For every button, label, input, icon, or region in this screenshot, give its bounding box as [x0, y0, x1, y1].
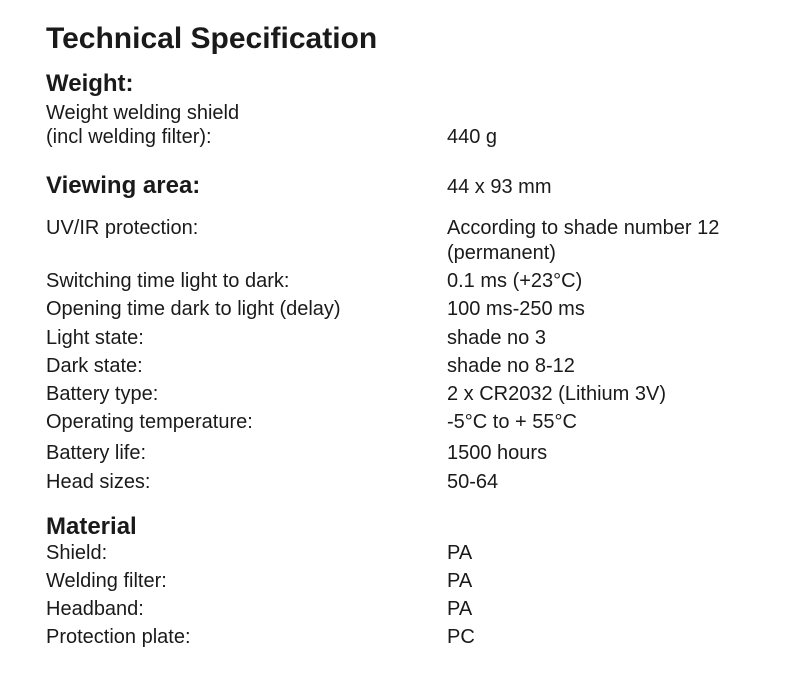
uv-ir-value-line2: (permanent)	[447, 242, 556, 264]
weight-label-line2: (incl welding filter):	[46, 126, 212, 148]
opening-time-label: Opening time dark to light (delay)	[46, 298, 341, 320]
uv-ir-label: UV/IR protection:	[46, 217, 199, 239]
welding-filter-value: PA	[447, 570, 473, 592]
protection-plate-value: PC	[447, 626, 475, 648]
battery-life-value: 1500 hours	[447, 442, 548, 464]
headband-value: PA	[447, 598, 473, 620]
weight-heading: Weight:	[46, 70, 134, 97]
head-sizes-value: 50-64	[447, 471, 499, 493]
dark-state-value: shade no 8-12	[447, 355, 575, 377]
switching-time-value: 0.1 ms (+23°C)	[447, 270, 583, 292]
head-sizes-label: Head sizes:	[46, 471, 151, 493]
uv-ir-value-line1: According to shade number 12	[447, 217, 720, 239]
shield-label: Shield:	[46, 542, 108, 564]
light-state-label: Light state:	[46, 327, 144, 349]
switching-time-label: Switching time light to dark:	[46, 270, 290, 292]
weight-label-line1: Weight welding shield	[46, 102, 240, 124]
headband-label: Headband:	[46, 598, 144, 620]
page-title: Technical Specification	[46, 22, 378, 55]
protection-plate-label: Protection plate:	[46, 626, 191, 648]
weight-value: 440 g	[447, 126, 498, 148]
light-state-value: shade no 3	[447, 327, 546, 349]
opening-time-value: 100 ms-250 ms	[447, 298, 585, 320]
operating-temperature-label: Operating temperature:	[46, 411, 253, 433]
battery-life-label: Battery life:	[46, 442, 147, 464]
material-heading: Material	[46, 513, 137, 540]
welding-filter-label: Welding filter:	[46, 570, 167, 592]
operating-temperature-value: -5°C to + 55°C	[447, 411, 577, 433]
battery-type-value: 2 x CR2032 (Lithium 3V)	[447, 383, 666, 405]
dark-state-label: Dark state:	[46, 355, 143, 377]
viewing-area-heading: Viewing area:	[46, 172, 201, 199]
battery-type-label: Battery type:	[46, 383, 159, 405]
viewing-area-value: 44 x 93 mm	[447, 176, 552, 198]
shield-value: PA	[447, 542, 473, 564]
